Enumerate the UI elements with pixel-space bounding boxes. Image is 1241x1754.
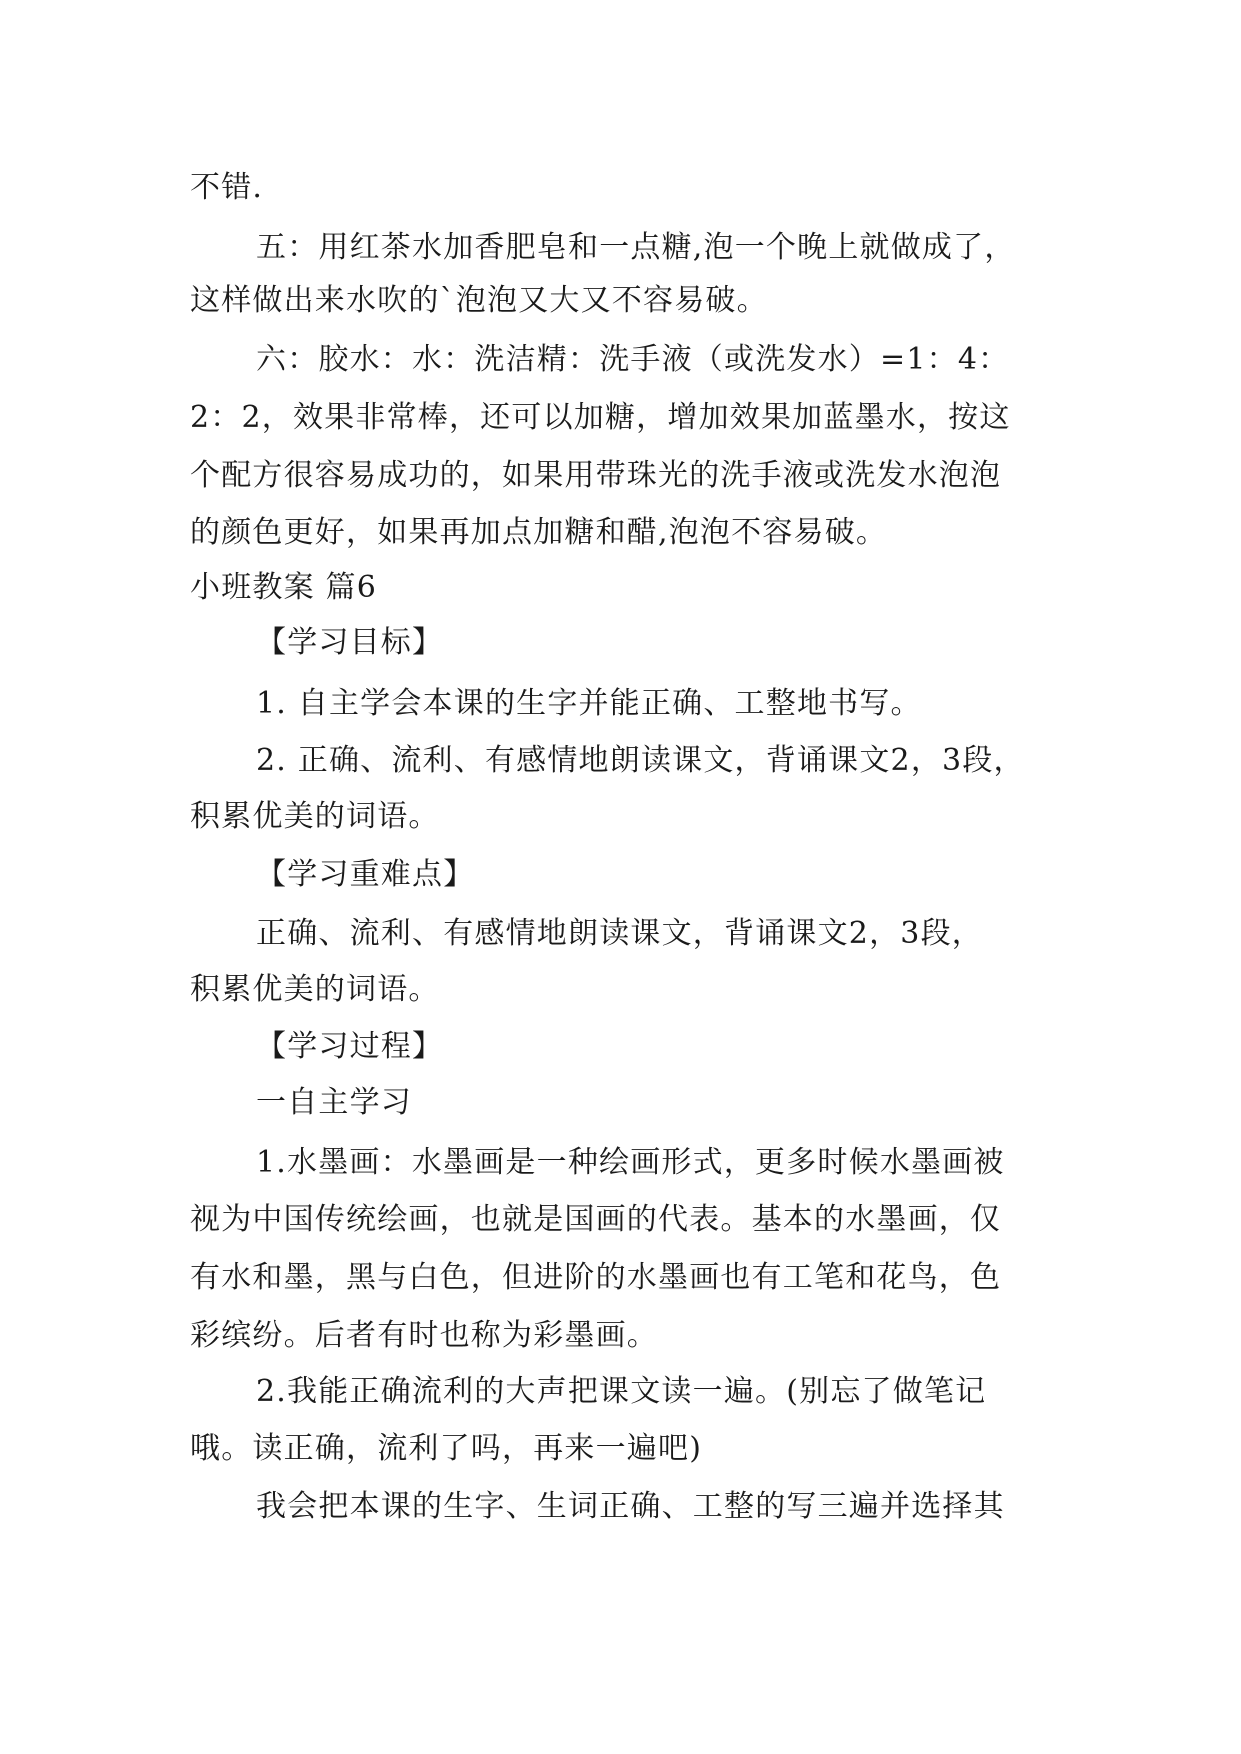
text-line: 正确、流利、有感情地朗读课文，背诵课文2，3段， (256, 916, 983, 951)
text-line: 六：胶水：水：洗洁精：洗手液（或洗发水）=1：4： (256, 342, 1010, 377)
text-line: 积累优美的词语。 (190, 972, 440, 1007)
text-line: 不错. (190, 170, 264, 205)
subsection-heading: 【学习过程】 (256, 1029, 444, 1064)
text-line: 积累优美的词语。 (190, 799, 440, 834)
text-line: 一自主学习 (256, 1085, 412, 1120)
text-line: 2.我能正确流利的大声把课文读一遍。(别忘了做笔记 (256, 1374, 987, 1409)
text-line: 有水和墨，黑与白色，但进阶的水墨画也有工笔和花鸟，色 (190, 1260, 1002, 1295)
text-line: 哦。读正确，流利了吗，再来一遍吧) (190, 1431, 703, 1466)
text-line: 彩缤纷。后者有时也称为彩墨画。 (190, 1318, 658, 1353)
text-line: 1. 自主学会本课的生字并能正确、工整地书写。 (256, 686, 922, 721)
section-heading: 小班教案 篇6 (190, 570, 378, 605)
subsection-heading: 【学习目标】 (256, 625, 444, 660)
text-line: 2：2，效果非常棒，还可以加糖，增加效果加蓝墨水，按这 (190, 400, 1011, 435)
text-line: 的颜色更好，如果再加点加糖和醋,泡泡不容易破。 (190, 515, 888, 550)
text-line: 这样做出来水吹的`泡泡又大又不容易破。 (190, 283, 768, 318)
text-line: 1.水墨画：水墨画是一种绘画形式，更多时候水墨画被 (256, 1145, 1005, 1180)
text-line: 2. 正确、流利、有感情地朗读课文，背诵课文2，3段， (256, 743, 1025, 778)
text-line: 我会把本课的生字、生词正确、工整的写三遍并选择其 (256, 1489, 1005, 1524)
text-line: 个配方很容易成功的，如果用带珠光的洗手液或洗发水泡泡 (190, 458, 1002, 493)
subsection-heading: 【学习重难点】 (256, 857, 475, 892)
text-line: 五：用红茶水加香肥皂和一点糖,泡一个晚上就做成了， (256, 230, 1016, 265)
text-line: 视为中国传统绘画，也就是国画的代表。基本的水墨画，仅 (190, 1202, 1002, 1237)
